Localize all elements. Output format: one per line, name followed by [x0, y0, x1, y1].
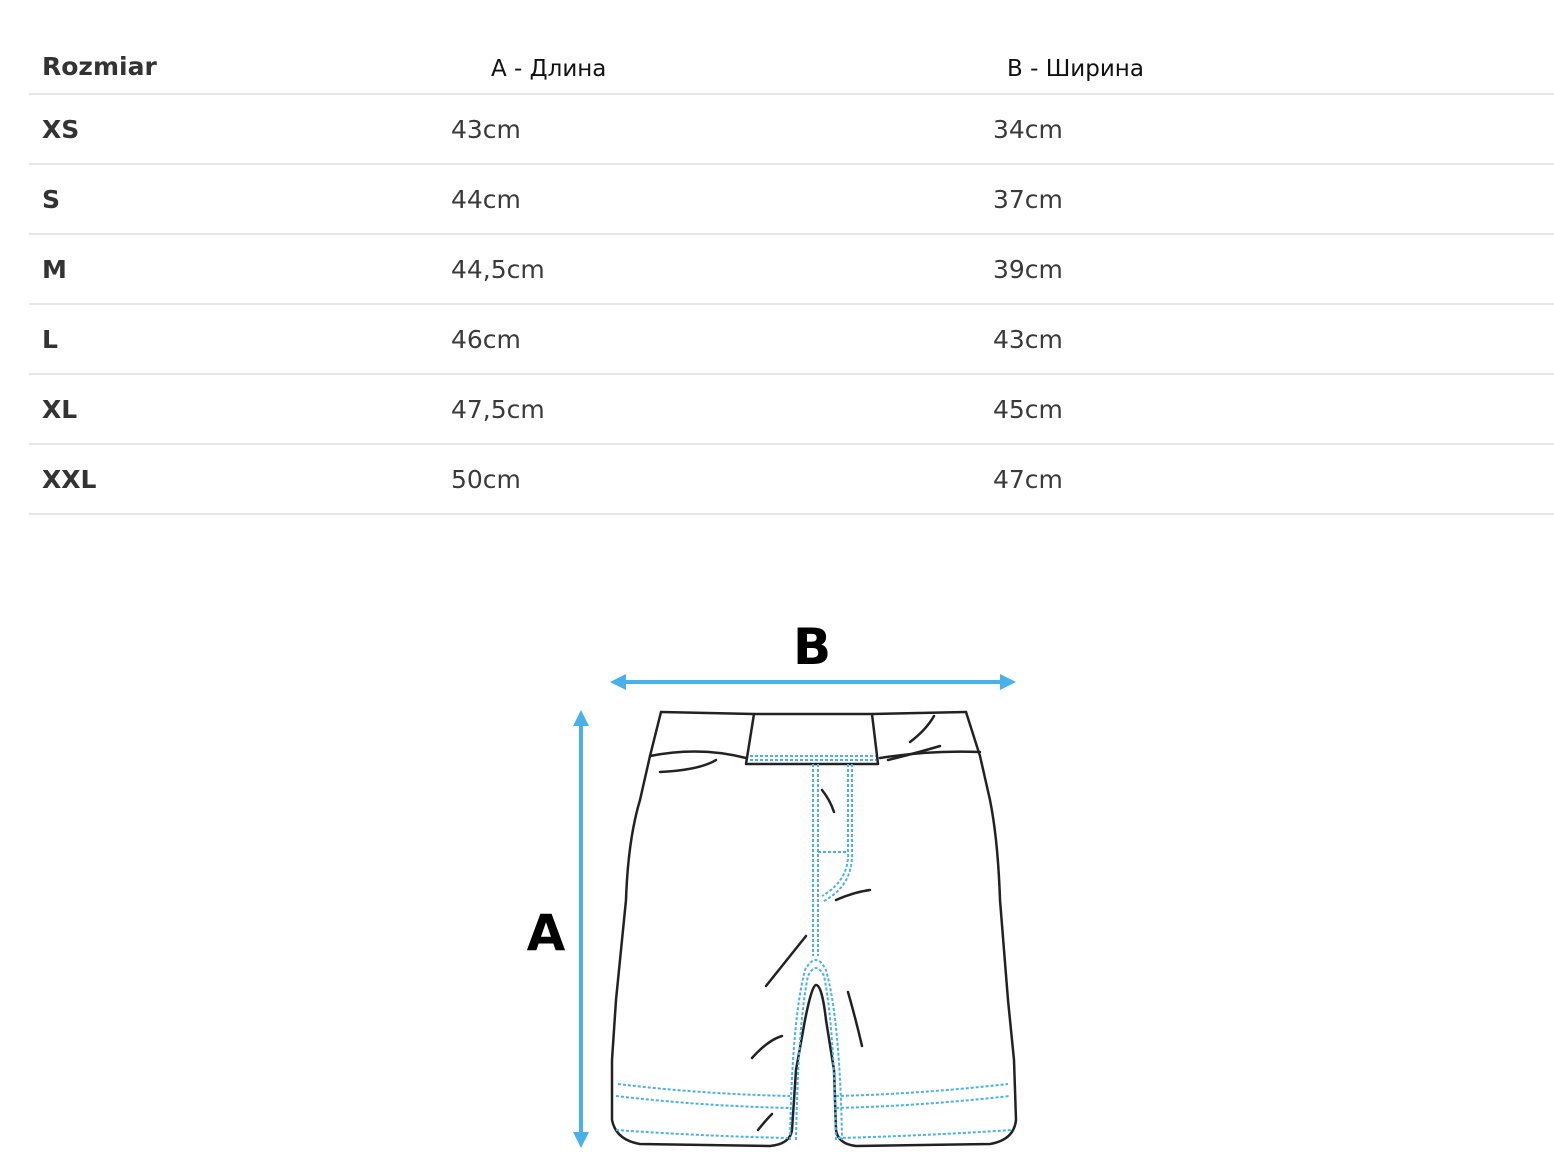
- cell-width: 43cm: [979, 304, 1554, 374]
- shorts-diagram-svg: [500, 600, 1060, 1156]
- header-length: [439, 36, 979, 94]
- cell-width: 45cm: [979, 374, 1554, 444]
- width-dimension-label: B: [792, 618, 832, 676]
- table-header-row: [29, 36, 1554, 94]
- table-row: [29, 94, 1554, 164]
- table-row: [29, 164, 1554, 234]
- table-row: [29, 304, 1554, 374]
- shorts-stitching: [616, 756, 1012, 1140]
- cell-length: 47,5cm: [439, 374, 979, 444]
- cell-length: 44,5cm: [439, 234, 979, 304]
- table-row: [29, 374, 1554, 444]
- header-length-label: A - Длина: [491, 55, 607, 82]
- cell-width: 47cm: [979, 444, 1554, 514]
- cell-size: M: [29, 234, 439, 304]
- header-width-label: B - Ширина: [1007, 55, 1144, 82]
- cell-length: 44cm: [439, 164, 979, 234]
- size-chart-table: [29, 36, 1554, 515]
- cell-width: 37cm: [979, 164, 1554, 234]
- table-row: [29, 234, 1554, 304]
- width-arrow: [610, 674, 1016, 690]
- cell-size: XL: [29, 374, 439, 444]
- cell-length: 46cm: [439, 304, 979, 374]
- cell-size: XXL: [29, 444, 439, 514]
- length-dimension-label: A: [526, 904, 566, 962]
- shorts-measurement-diagram: [500, 600, 1060, 1156]
- cell-size: XS: [29, 94, 439, 164]
- length-arrow: [573, 710, 589, 1148]
- header-size: Rozmiar: [29, 36, 439, 94]
- cell-size: S: [29, 164, 439, 234]
- cell-size: L: [29, 304, 439, 374]
- table-row: [29, 444, 1554, 514]
- cell-length: 43cm: [439, 94, 979, 164]
- cell-length: 50cm: [439, 444, 979, 514]
- cell-width: 39cm: [979, 234, 1554, 304]
- cell-width: 34cm: [979, 94, 1554, 164]
- header-width: [979, 36, 1554, 94]
